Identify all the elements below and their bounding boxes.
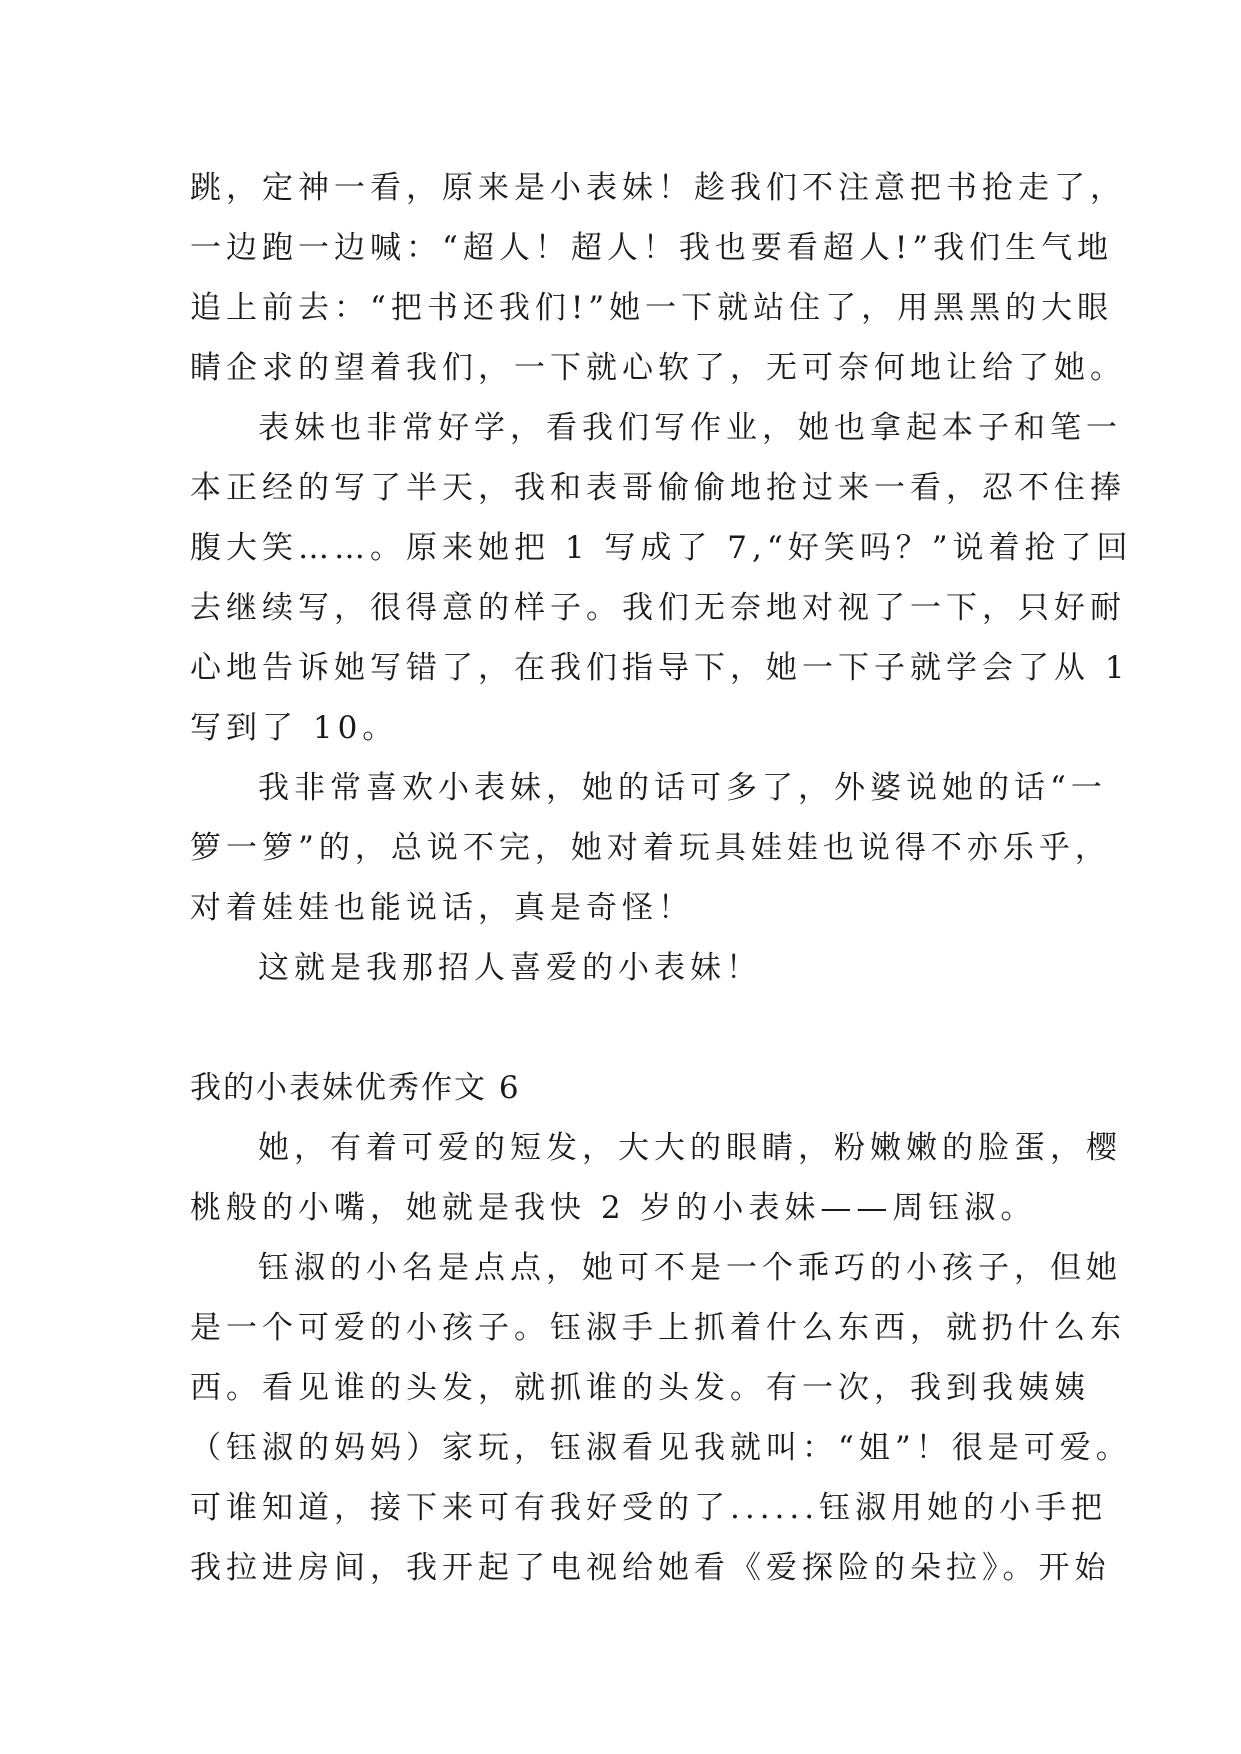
text-line: 可谁知道，接下来可有我好受的了......钰淑用她的小手把 <box>190 1490 1108 1526</box>
paragraph-conclusion <box>190 938 1070 998</box>
paragraph-cousin-grabs-book <box>190 158 1126 398</box>
text-line: 本正经的写了半天，我和表哥偷偷地抢过来一看，忍不住捧 <box>190 470 1126 506</box>
text-line: 她，有着可爱的短发，大大的眼睛，粉嫩嫩的脸蛋，樱 <box>258 1130 1122 1166</box>
text-line: 这就是我那招人喜爱的小表妹！ <box>258 950 762 986</box>
paragraph-cousin-naughty <box>190 1238 1132 1598</box>
section-gap <box>190 998 1070 1058</box>
text-line: 西。看见谁的头发，就抓谁的头发。有一次，我到我姨姨 <box>190 1370 1090 1406</box>
text-line: （钰淑的妈妈）家玩，钰淑看见我就叫：“姐”！很是可爱。 <box>190 1430 1132 1466</box>
text-line: 箩一箩”的，总说不完，她对着玩具娃娃也说得不亦乐乎， <box>190 830 1111 866</box>
essay-title: 我的小表妹优秀作文 6 <box>190 1070 521 1106</box>
text-line: 钰淑的小名是点点，她可不是一个乖巧的小孩子，但她 <box>258 1250 1122 1286</box>
text-line: 对着娃娃也能说话，真是奇怪！ <box>190 890 694 926</box>
text-line: 表妹也非常好学，看我们写作业，她也拿起本子和笔一 <box>258 410 1122 446</box>
paragraph-cousin-talkative <box>190 758 1111 938</box>
document-body <box>190 158 1133 1598</box>
text-line: 我非常喜欢小表妹，她的话可多了，外婆说她的话“一 <box>258 770 1107 806</box>
text-line: 写到了 10。 <box>190 710 399 746</box>
text-line: 桃般的小嘴，她就是我快 2 岁的小表妹——周钰淑。 <box>190 1190 1037 1226</box>
text-line: 是一个可爱的小孩子。钰淑手上抓着什么东西，就扔什么东 <box>190 1310 1126 1346</box>
text-line: 心地告诉她写错了，在我们指导下，她一下子就学会了从 1 <box>190 650 1130 686</box>
paragraph-cousin-appearance <box>190 1118 1122 1238</box>
text-line: 我拉进房间，我开起了电视给她看《爱探险的朵拉》。开始 <box>190 1550 1111 1586</box>
paragraph-cousin-studies <box>190 398 1133 758</box>
text-line: 追上前去：“把书还我们!”她一下就站住了，用黑黑的大眼 <box>190 290 1114 326</box>
text-line: 睛企求的望着我们，一下就心软了，无可奈何地让给了她。 <box>190 350 1126 386</box>
text-line: 去继续写，很得意的样子。我们无奈地对视了一下，只好耐 <box>190 590 1126 626</box>
text-line: 跳，定神一看，原来是小表妹！趁我们不注意把书抢走了， <box>190 170 1126 206</box>
text-line: 一边跑一边喊：“超人！超人！我也要看超人!”我们生气地 <box>190 230 1114 266</box>
text-line: 腹大笑……。原来她把 1 写成了 7,“好笑吗？”说着抢了回 <box>190 530 1133 566</box>
